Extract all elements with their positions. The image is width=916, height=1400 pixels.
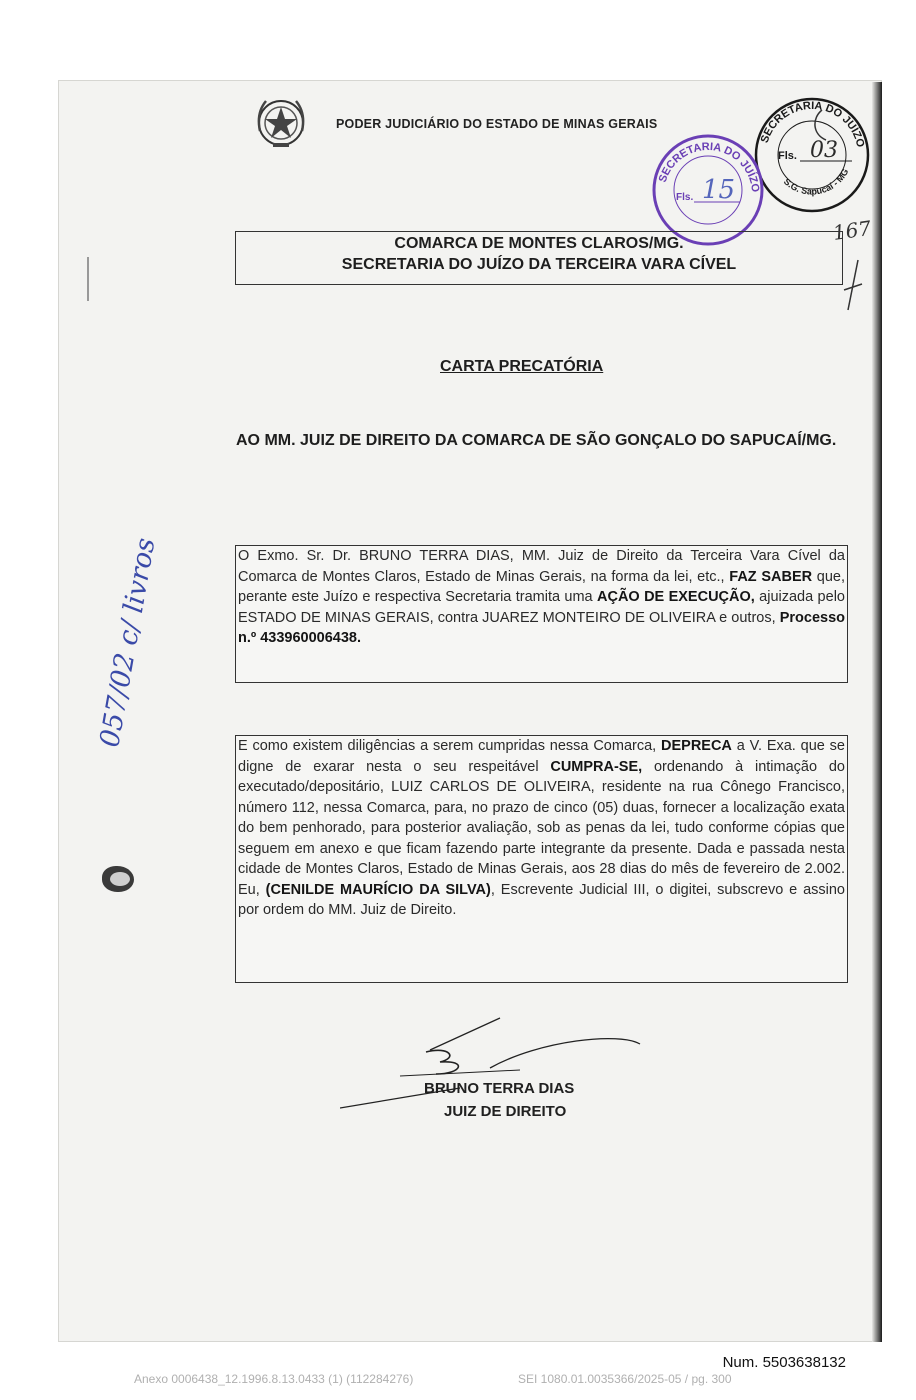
punch-hole-center — [110, 872, 130, 886]
coat-of-arms-icon — [252, 93, 310, 151]
signer-name: BRUNO TERRA DIAS — [424, 1080, 575, 1097]
para2-bold-cumpra-se: CUMPRA-SE, — [550, 758, 643, 775]
para2-text-2: a V. Exa. que se digne de exarar nesta o seu respeitável — [238, 738, 845, 775]
para1-text-3: ajuizada pelo ESTADO DE MINAS GERAIS, contra JUAREZ MONTEIRO DE OLIVEIRA e outros, — [238, 589, 845, 626]
secretaria-line: SECRETARIA DO JUÍZO DA TERCEIRA VARA CÍVEL — [341, 256, 737, 273]
paragraph-faz-saber — [235, 545, 848, 683]
document-number: Num. 5503638132 — [722, 1354, 846, 1371]
para1-bold-acao: AÇÃO DE EXECUÇÃO, — [597, 589, 755, 605]
institution-header: PODER JUDICIÁRIO DO ESTADO DE MINAS GERAIS — [336, 117, 658, 131]
para2-text-3: ordenando à intimação do executado/depositário, LUIZ CARLOS DE OLIVEIRA, residente na rua Cônego Francisco, número 112, nessa Comarca, para, no prazo de cinco (05) duas, fornecer a localização exata do bem penhorado, para posterior avaliação, sob as penas da lei, tudo conforme cópias que seguem em anexo e que ficam fazendo parte integrante da presente. Dada e passada nesta cidade de Montes Claros, Estado de Minas Gerais, aos 28 dias do mês de fevereiro de 2.002. Eu, — [238, 758, 845, 898]
para1-text-1: O Exmo. Sr. Dr. BRUNO TERRA DIAS, MM. Juiz de Direito da Terceira Vara Cível da Comarca de Montes Claros, Estado de Minas Gerais, na forma da lei, etc., — [238, 548, 845, 585]
stamp-black-top-text: SECRETARIA DO JUÍZO — [758, 99, 867, 149]
comarca-line: COMARCA DE MONTES CLAROS/MG. — [394, 235, 684, 252]
para1-bold-processo: Processo n.º 433960006438. — [238, 609, 845, 646]
margin-line-mark — [87, 257, 89, 301]
stamp-black-bottom-text: S.G. Sapucaí - MG — [781, 167, 851, 197]
footer-sei-page: SEI 1080.01.0035366/2025-05 / pg. 300 — [518, 1372, 732, 1386]
stamp-black-fls-value: 03 — [810, 138, 838, 163]
para1-text-2: que, perante este Juízo e respectiva Secretaria tramita uma — [238, 568, 845, 605]
handwritten-page-mark — [800, 100, 880, 320]
addressee: AO MM. JUIZ DE DIREITO DA COMARCA DE SÃO GONÇALO DO SAPUCAÍ/MG. — [236, 432, 837, 449]
para2-bold-escrevente: (CENILDE MAURÍCIO DA SILVA) — [265, 881, 491, 898]
stamp-black-fls-label: Fls. — [778, 150, 797, 162]
para2-bold-depreca: DEPRECA — [661, 738, 732, 754]
footer-anexo: Anexo 0006438_12.1996.8.13.0433 (1) (112284276) — [134, 1372, 414, 1386]
para2-text-4: , Escrevente Judicial III, o digitei, subscrevo e assino por ordem do MM. Juiz de Direito. — [238, 881, 845, 918]
comarca-header-box — [235, 231, 843, 285]
signer-title: JUIZ DE DIREITO — [444, 1103, 567, 1120]
stamp-purple-fls-label: Fls. — [676, 192, 694, 203]
para2-text-1: E como existem diligências a serem cumpridas nessa Comarca, — [238, 738, 661, 754]
para1-bold-faz-saber: FAZ SABER — [729, 568, 813, 585]
document-title: CARTA PRECATÓRIA — [440, 358, 604, 375]
stamp-purple-top-text: SECRETARIA DO JUÍZO — [656, 140, 762, 193]
paragraph-depreca — [235, 735, 848, 983]
margin-handwritten-note: 057/02 c/ livros — [94, 535, 162, 750]
stamp-purple-fls-value: 15 — [702, 175, 736, 205]
page-mark-number: 167 — [831, 215, 873, 245]
